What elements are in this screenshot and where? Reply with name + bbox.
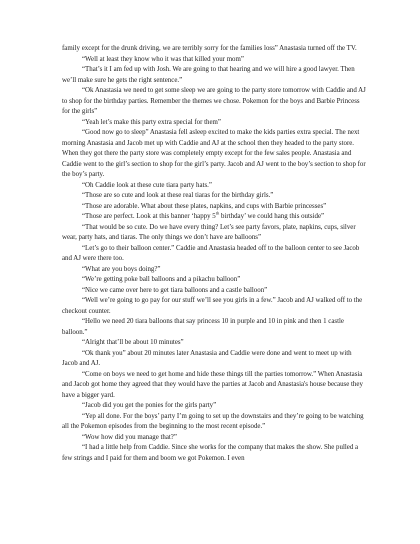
paragraph: “I had a little help from Caddie. Since she works for the company that makes the show. She pulled a few strings and I paid for them and boom we got Pokemon. I even (62, 444, 359, 462)
paragraph: “Those are adorable. What about these plates, napkins, and cups with Barbie princesses” (82, 202, 327, 210)
paragraph-text: “Those are perfect. Look at this banner ‘happy 5 (82, 213, 216, 220)
paragraph: “Let’s go to their balloon center.” Caddie and Anastasia headed off to the balloon center to see Jacob and AJ were there too. (62, 244, 360, 262)
paragraph: “We’re getting poke ball balloons and a pikachu balloon” (82, 276, 241, 283)
ordinal-suffix: th (215, 210, 220, 216)
paragraph (62, 212, 368, 223)
paragraph: “Come on boys we need to get home and hide these things till the parties tomorrow.” When Anastasia and Jacob got home they agreed that they would have the parties at Jacob and Anastasia's house because they have a bigger yard. (62, 370, 363, 399)
paragraph: “Jacob did you get the ponies for the girls party” (82, 402, 217, 409)
paragraph: “Alright that’ll be about 10 minutes” (82, 339, 184, 346)
paragraph: “Ok Anastasia we need to get some sleep we are going to the party store tomorrow with Caddie and AJ to shop for the birthday parties. Remember the themes we chose. Pokemon for the boys and Barbie Princess for the girls” (62, 87, 366, 115)
paragraph: family except for the drunk driving, we are terribly sorry for the families loss” Anastasia turned off the TV. (62, 45, 357, 52)
paragraph: “Ok thank you” about 20 minutes later Anastasia and Caddie were done and went to meet up with Jacob and AJ. (62, 349, 352, 367)
paragraph: “Well at least they know who it was that killed your mom” (82, 55, 244, 63)
paragraph: “Wow how did you manage that?” (82, 433, 177, 441)
paragraph: “Nice we came over here to get tiara balloons and a castle balloon” (82, 286, 268, 294)
paragraph: “Those are so cute and look at these real tiaras for the birthday girls.” (82, 192, 274, 199)
paragraph: “Hello we need 20 tiara balloons that say princess 10 in purple and 10 in pink and then 1 castle balloon.” (62, 318, 344, 336)
paragraph: “Yeah let’s make this party extra special for them” (82, 118, 221, 126)
document-page (62, 44, 368, 464)
paragraph-text: birthday’ we could hang this outside” (219, 213, 325, 220)
paragraph: “That would be so cute. Do we have every thing? Let’s see party favors, plate, napkins, cups, silver wear, party hats, and tiaras. The only things we don’t have are balloons” (62, 223, 356, 241)
paragraph: “Good now go to sleep” Anastasia fell asleep excited to make the kids parties extra special. The next morning Anastasia and Jacob met up with Caddie and AJ at the school then they headed to the party store. When they got there the party store was completely empty except for the few sales people. Anastasia and Caddie went to the girl’s section to shop for the girl’s party. Jacob and AJ went to the boy’s section to shop for the boy’s party. (62, 129, 366, 178)
paragraph: “Well we’re going to go pay for our stuff we’ll see you girls in a few.” Jacob and AJ walked off to the checkout counter. (62, 297, 363, 315)
paragraph: “That’s it I am fed up with Josh. We are going to that hearing and we will hire a good lawyer. Then we’ll make sure he gets the right sentence.” (62, 66, 355, 84)
paragraph: “Oh Caddie look at these cute tiara party hats.” (82, 181, 212, 189)
paragraph: “Yep all done. For the boys’ party I’m going to set up the downstairs and they’re going to be watching all the Pokemon episodes from the beginning to the most recent episode.” (62, 412, 364, 430)
paragraph: “What are you boys doing?” (82, 265, 161, 273)
